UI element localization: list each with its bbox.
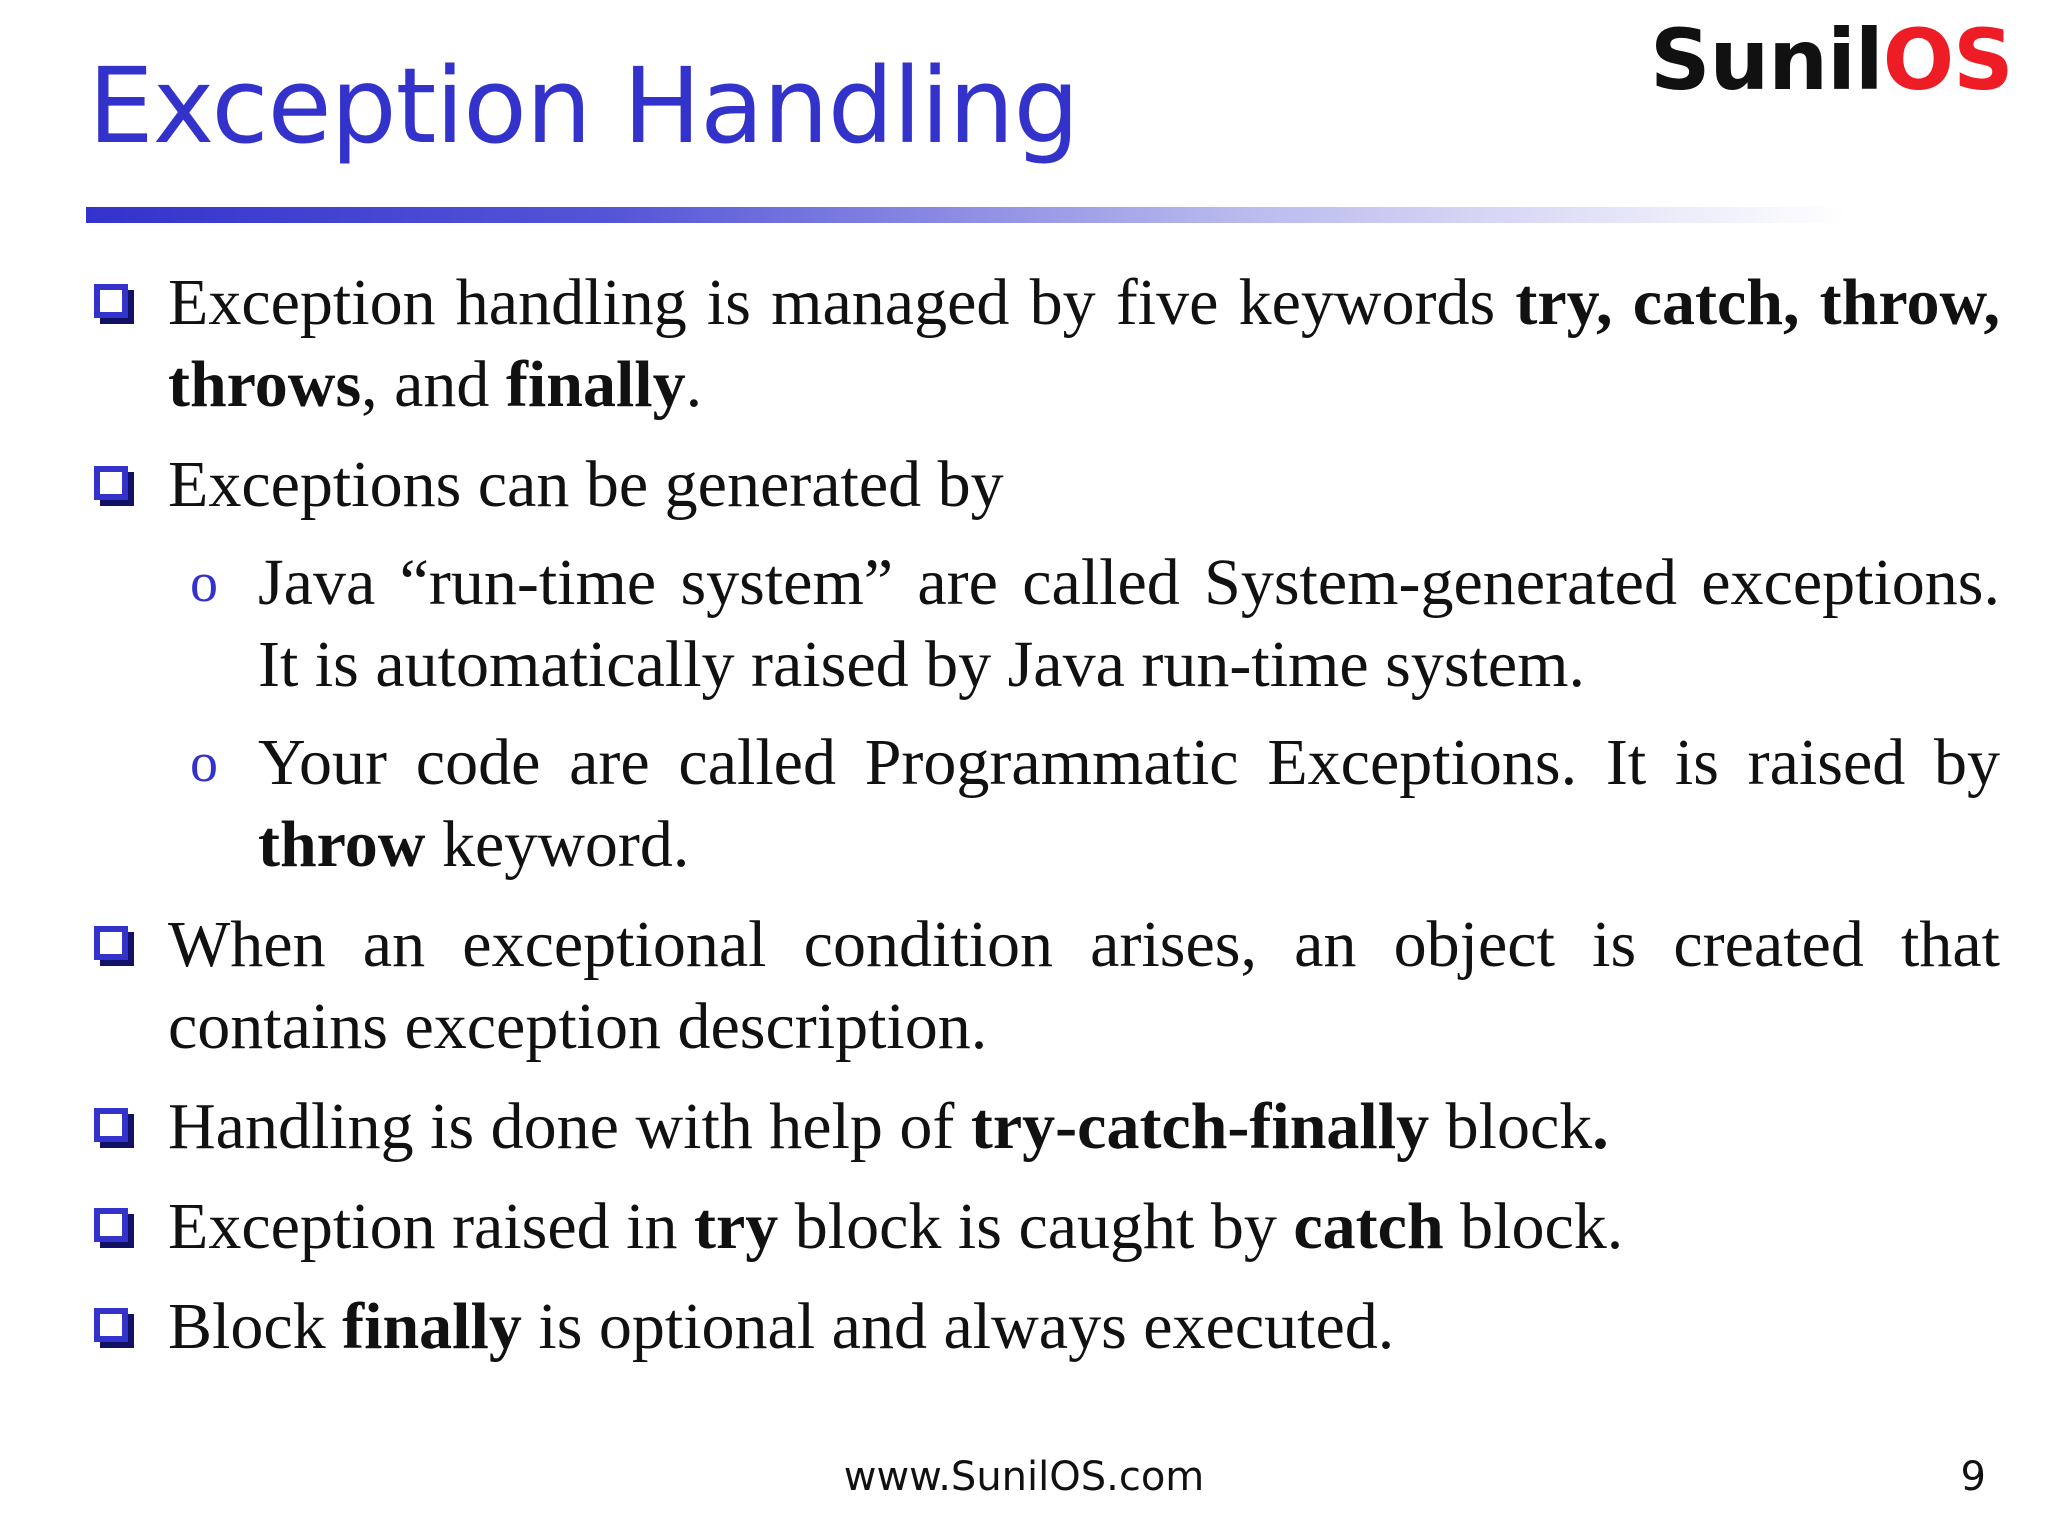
- slide-page-number: 9: [1960, 1454, 1986, 1500]
- bullet-text: Block: [168, 1290, 343, 1363]
- logo-text-sunil: Sunil: [1650, 11, 1883, 109]
- checkbox-bullet-icon: [94, 1208, 128, 1242]
- footer-website-url: www.SunilOS.com: [843, 1454, 1205, 1500]
- slide-title: Exception Handling: [88, 45, 1079, 167]
- sub-bullet-text: Java “run-time system” are called System-generated exceptions. It is automatically raised by Java run-time system.: [258, 546, 2000, 701]
- bullet-text: block is caught by: [778, 1190, 1294, 1263]
- title-underline-rule: [86, 207, 1846, 223]
- bullet-bold-text: finally: [342, 1290, 522, 1363]
- bullet-text: When an exceptional condition arises, an object is created that contains exception description.: [168, 908, 2000, 1063]
- logo-text-os: OS: [1882, 11, 2013, 109]
- sub-bullet-system-generated: [90, 542, 2000, 706]
- bullet-bold-text: .: [1592, 1090, 1609, 1163]
- sub-bullet-programmatic: [90, 722, 2000, 886]
- bullet-bold-text: catch: [1293, 1190, 1444, 1263]
- bullet-try-catch-finally: [90, 1086, 2000, 1168]
- bullet-text: Exception raised in: [168, 1190, 695, 1263]
- bullet-text: , and: [361, 348, 506, 421]
- sub-bullet-text: keyword.: [425, 808, 690, 881]
- bullet-keywords: [90, 262, 2000, 426]
- checkbox-bullet-icon: [94, 284, 128, 318]
- bullet-text: block.: [1443, 1190, 1624, 1263]
- checkbox-bullet-icon: [94, 926, 128, 960]
- bullet-finally-optional: [90, 1286, 2000, 1368]
- checkbox-bullet-icon: [94, 1108, 128, 1142]
- bullet-bold-text: try, catch, throw, throws: [168, 266, 2000, 421]
- bullet-try-caught-by-catch: [90, 1186, 2000, 1268]
- circle-bullet-icon: o: [190, 732, 218, 794]
- bullet-text: Handling is done with help of: [168, 1090, 971, 1163]
- checkbox-bullet-icon: [94, 1308, 128, 1342]
- sub-bullet-list: [168, 542, 2000, 886]
- bullet-text: Exceptions can be generated by: [168, 448, 1004, 521]
- bullet-bold-text: try-catch-finally: [970, 1090, 1430, 1163]
- bullet-generated-by: [90, 444, 2000, 886]
- bullet-text: .: [685, 348, 703, 421]
- sub-bullet-text: Your code are called Programmatic Exceptions. It is raised by: [258, 726, 2000, 799]
- sunilos-logo: [1650, 10, 2013, 110]
- checkbox-bullet-icon: [94, 466, 128, 500]
- bullet-text: block: [1429, 1090, 1593, 1163]
- circle-bullet-icon: o: [190, 552, 218, 614]
- bullet-list: [90, 262, 2000, 1386]
- bullet-text: is optional and always executed.: [521, 1290, 1395, 1363]
- bullet-exceptional-condition: [90, 904, 2000, 1068]
- bullet-bold-text: finally: [505, 348, 686, 421]
- bullet-bold-text: try: [694, 1190, 779, 1263]
- bullet-text: Exception handling is managed by five keywords: [168, 266, 1516, 339]
- sub-bullet-bold-text: throw: [258, 808, 426, 881]
